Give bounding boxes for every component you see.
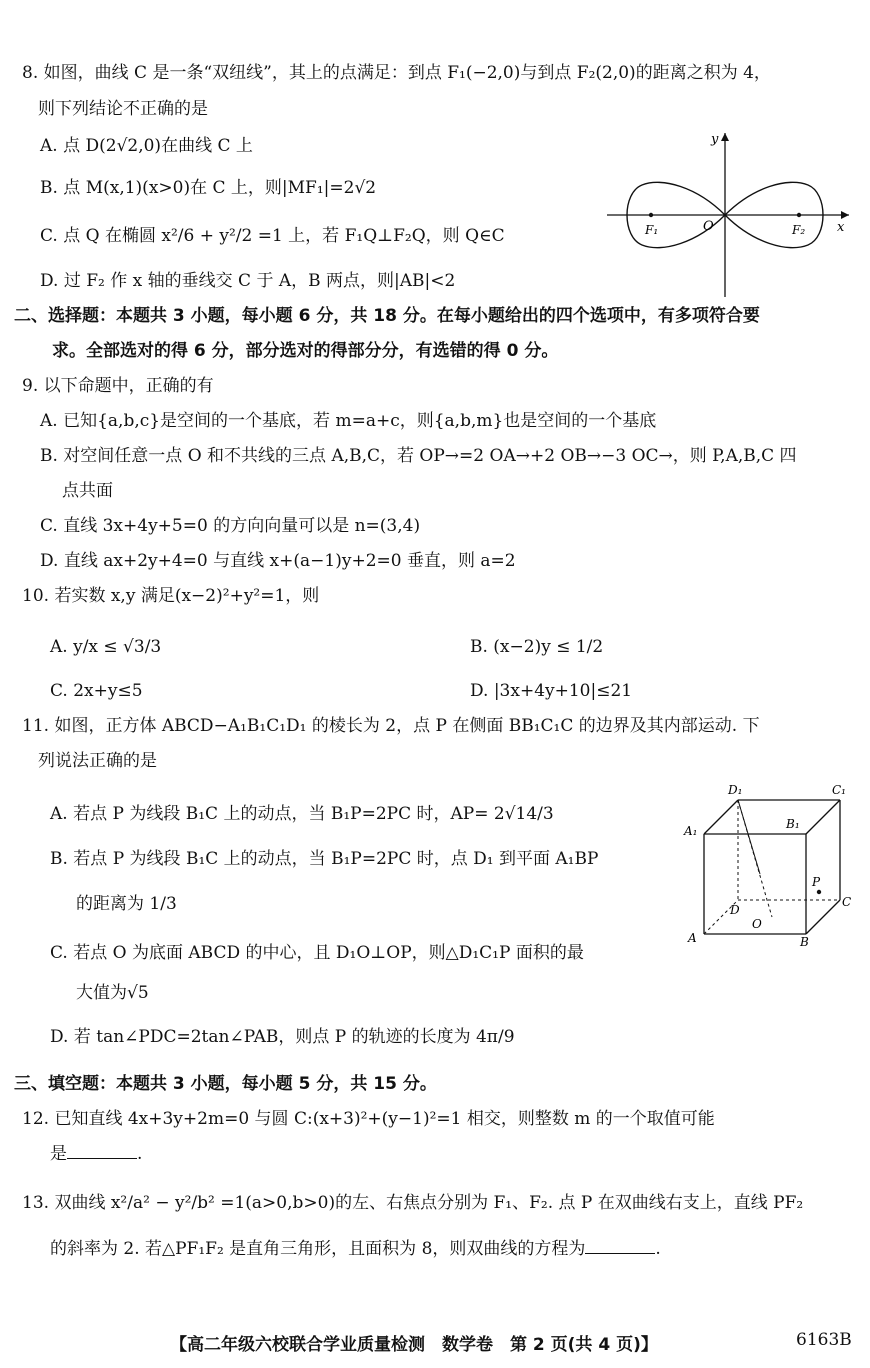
y-label: y: [711, 132, 719, 147]
q10-option-b: B. (x−2)y ≤ 1/2: [470, 637, 604, 657]
edge-bc: [806, 900, 840, 934]
q9-option-a: A. 已知{a,b,c}是空间的一个基底，若 m=a+c，则{a,b,m}也是空间的一个基底: [40, 411, 657, 431]
label-o: O: [752, 917, 762, 931]
point-p: [817, 890, 821, 894]
q8-stem-line1: 8. 如图，曲线 C 是一条“双纽线”，其上的点满足：到点 F₁(−2,0)与到点 F₂(2,0)的距离之积为 4，: [22, 63, 771, 83]
edge-a1d1: [704, 800, 738, 834]
label-a1: A₁: [684, 824, 698, 838]
label-c1: C₁: [832, 783, 846, 797]
q8-option-c: C. 点 Q 在椭圆 x²/6 + y²/2 =1 上，若 F₁Q⊥F₂Q，则 Q∈C: [40, 226, 505, 246]
edge-b1c1: [806, 800, 840, 834]
y-axis-arrow-icon: [721, 133, 729, 141]
page-footer-title: 【高二年级六校联合学业质量检测 数学卷 第 2 页(共 4 页)】: [170, 1335, 658, 1355]
q9-option-b-line1: B. 对空间任意一点 O 和不共线的三点 A,B,C，若 OP→=2 OA→+2 OB→−3 OC→，则 P,A,B,C 四: [40, 446, 797, 466]
q12-line2: 是 .: [50, 1144, 143, 1164]
q8-option-d: D. 过 F₂ 作 x 轴的垂线交 C 于 A，B 两点，则|AB|<2: [40, 271, 456, 291]
f1-label: F₁: [645, 223, 659, 237]
q12-line1: 12. 已知直线 4x+3y+2m=0 与圆 C:(x+3)²+(y−1)²=1 相交，则整数 m 的一个取值可能: [22, 1109, 715, 1129]
f2-label: F₂: [792, 223, 806, 237]
label-b: B: [800, 935, 809, 948]
f2-point: [797, 213, 801, 217]
cube-figure: [682, 778, 852, 948]
q10-stem: 10. 若实数 x,y 满足(x−2)²+y²=1，则: [22, 586, 320, 606]
q9-stem: 9. 以下命题中，正确的有: [22, 376, 214, 396]
q11-option-a: A. 若点 P 为线段 B₁C 上的动点，当 B₁P=2PC 时，AP= 2√14/3: [50, 804, 554, 824]
q13-line1: 13. 双曲线 x²/a² − y²/b² =1(a>0,b>0)的左、右焦点分别为 F₁、F₂. 点 P 在双曲线右支上，直线 PF₂: [22, 1193, 804, 1213]
q13-answer-blank[interactable]: [585, 1239, 655, 1254]
q11-option-b-line1: B. 若点 P 为线段 B₁C 上的动点，当 B₁P=2PC 时，点 D₁ 到平面 A₁BP: [50, 849, 599, 869]
label-d: D: [730, 903, 740, 917]
q11-stem-line1: 11. 如图，正方体 ABCD−A₁B₁C₁D₁ 的棱长为 2，点 P 在侧面 BB₁C₁C 的边界及其内部运动. 下: [22, 716, 760, 736]
q9-option-b-line2: 点共面: [62, 481, 113, 501]
q8-stem-line2: 则下列结论不正确的是: [38, 99, 208, 119]
q11-option-c-line2: 大值为√5: [76, 983, 149, 1003]
label-d1: D₁: [728, 783, 743, 797]
x-label: x: [837, 220, 845, 235]
x-axis-arrow-icon: [841, 211, 849, 219]
q11-option-c-line1: C. 若点 O 为底面 ABCD 的中心，且 D₁O⊥OP，则△D₁C₁P 面积的最: [50, 943, 584, 963]
q11-stem-line2: 列说法正确的是: [38, 751, 157, 771]
f1-point: [649, 213, 653, 217]
segment-d1o-solid: [738, 800, 760, 874]
section2-heading-line2: 求。全部选对的得 6 分，部分选对的得部分分，有选错的得 0 分。: [52, 341, 559, 361]
origin-label: O: [703, 219, 714, 234]
q12-line2-text: 是: [50, 1144, 67, 1164]
q9-option-c: C. 直线 3x+4y+5=0 的方向向量可以是 n=(3,4): [40, 516, 421, 536]
page-footer-code: 6163B: [796, 1330, 852, 1350]
q9-option-d: D. 直线 ax+2y+4=0 与直线 x+(a−1)y+2=0 垂直，则 a=2: [40, 551, 516, 571]
q8-option-b: B. 点 M(x,1)(x>0)在 C 上，则|MF₁|=2√2: [40, 178, 377, 198]
section3-heading: 三、填空题：本题共 3 小题，每小题 5 分，共 15 分。: [14, 1074, 437, 1094]
label-a: A: [688, 931, 697, 945]
q11-option-d: D. 若 tan∠PDC=2tan∠PAB，则点 P 的轨迹的长度为 4π/9: [50, 1027, 515, 1047]
q8-option-a: A. 点 D(2√2,0)在曲线 C 上: [40, 136, 253, 156]
q13-line2: 的斜率为 2. 若△PF₁F₂ 是直角三角形，且面积为 8，则双曲线的方程为 .: [50, 1239, 661, 1259]
label-c: C: [842, 895, 852, 909]
q10-option-d: D. |3x+4y+10|≤21: [470, 681, 633, 701]
label-b1: B₁: [786, 817, 800, 831]
q10-option-a: A. y/x ≤ √3/3: [50, 637, 162, 657]
q12-answer-blank[interactable]: [67, 1144, 137, 1159]
q11-option-b-line2: 的距离为 1/3: [76, 894, 177, 914]
lemniscate-figure: [603, 127, 853, 297]
label-p: P: [812, 875, 821, 889]
q13-line2-text: 的斜率为 2. 若△PF₁F₂ 是直角三角形，且面积为 8，则双曲线的方程为: [50, 1239, 586, 1259]
section2-heading-line1: 二、选择题：本题共 3 小题，每小题 6 分，共 18 分。在每小题给出的四个选项中，有多项符合要: [14, 306, 760, 326]
q10-option-c: C. 2x+y≤5: [50, 681, 143, 701]
